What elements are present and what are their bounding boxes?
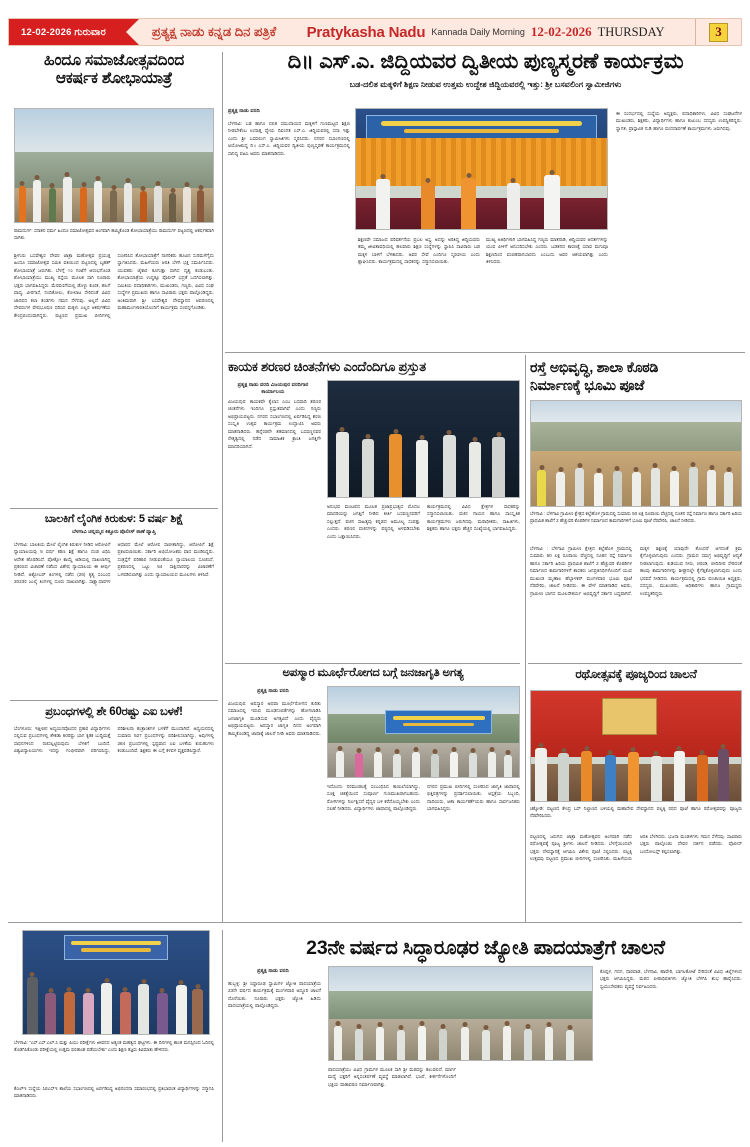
lead-left-body: ಶ್ರೀಗುರು ಬಸವೇಶ್ವರ ದೇವರ ಜಾತ್ರಾ ಮಹೋತ್ಸವ ಪ್ರಯುಕ್ತ ಹಿಂದೂ ಸಮಾಜೋತ್ಸವ ಸಮಿತಿ ವತಿಯಿಂದ ಪಟ್ಟಣದಲ್ಲಿ ಬೃಹತ್ ಶೋಭಾಯಾತ್ರೆ ಜರುಗಿತು. ಬೆಳಗ್ಗೆ ೧೦ ಗಂಟೆಗೆ ಆರಂಭಗೊಂಡ ಶೋಭಾಯಾತ್ರೆಯು ಮುಖ್ಯ ರಸ್ತೆಯ ಮೂಲಕ ಸಾಗಿ ನೂರಾರು ಭಕ್ತರು ಭಾಗವಹಿಸಿದ್ದರು. ಮೆರವಣಿಗೆಯಲ್ಲಿ ಡೊಳ್ಳು ಕುಣಿತ, ಹಲಗೆ ವಾದ್ಯ, ವೀರಗಾಸೆ, ನಂದಿಕೋಲು, ಕೋಲಾಟ ಸೇರಿದಂತೆ ವಿವಿಧ ಜಾನಪದ ಕಲಾ ತಂಡಗಳು ಗಮನ ಸೆಳೆದವು. ಅಲ್ಲದೆ ವಿವಿಧ ದೇವರುಗಳ ವೇಷಭೂಷಣ ಧರಿಸಿದ ಮಕ್ಕಳು ಎಲ್ಲರ ಆಕರ್ಷಣೆಯ ಕೇಂದ್ರಬಿಂದುವಾಗಿದ್ದರು. ಪಟ್ಟಣದ ಪ್ರಮುಖ ಬೀದಿಗಳಲ್ಲಿ ಸಂಚರಿಸಿದ ಶೋಭಾಯಾತ್ರೆಗೆ ನಾಗರಿಕರು ಹೂವಿನ ಸುರಿಮಳೆಗೈದು ಸ್ವಾಗತಿಸಿದರು. ಮಹಿಳೆಯರು ಆರತಿ ಬೆಳಗಿ ಭಕ್ತಿ ಸಮರ್ಪಿಸಿದರು. ಯುವಕರು ಜೈಕಾರ ಕೂಗುತ್ತಾ ಸಾಗಿದ ದೃಶ್ಯ ಕಂಡುಬಂತು. ಶೋಭಾಯಾತ್ರೆಯ ಉದ್ದಕ್ಕೂ ಪೊಲೀಸ್ ಭದ್ರತೆ ಒದಗಿಸಲಾಗಿತ್ತು. ಸಮಿತಿಯ ಪದಾಧಿಕಾರಿಗಳು, ಮುಖಂಡರು, ಗಣ್ಯರು, ವಿವಿಧ ಸಂಘ ಸಂಸ್ಥೆಗಳ ಪ್ರಮುಖರು ಹಾಗೂ ಸಾವಿರಾರು ಭಕ್ತರು ಪಾಲ್ಗೊಂಡಿದ್ದರು. ಅಂತಿಮವಾಗಿ ಶ್ರೀ ಬಸವೇಶ್ವರ ದೇವಸ್ಥಾನದ ಆವರಣದಲ್ಲಿ ಮಹಾಮಂಗಳಾರತಿಯೊಂದಿಗೆ ಕಾರ್ಯಕ್ರಮ ಸಂಪನ್ನಗೊಂಡಿತು. [14, 253, 214, 318]
masthead-date-flag: 12-02-2026 ಗುರುವಾರ [9, 19, 126, 45]
brief-1-headline: ಬಾಲಕಿಗೆ ಲೈಂಗಿಕ ಕಿರುಕುಳ: 5 ವರ್ಷ ಶಿಕ್ಷೆ [44, 513, 184, 525]
lead-center-photo [355, 108, 608, 230]
lead-center-byline: ಪ್ರತ್ಯಕ್ಷ ನಾಡು ವರದಿ [228, 108, 260, 114]
brief-2-rule [10, 700, 218, 701]
kayaka-photo [327, 380, 520, 498]
masthead-brand [276, 19, 695, 45]
section-rule-2 [225, 663, 520, 664]
section-rule-1 [225, 352, 745, 353]
bottom-left-caption-1: ಬೆಳಗಾವಿ: "ಎಸ್.ಎಸ್.ಎಲ್.ಸಿ ಮತ್ತು ಪಿಯು ಪರೀಕ್ಷೆಗಳು ಜೀವನದ ಅತ್ಯಂತ ಮಹತ್ವದ ಘಟ್ಟಗಳು. ಈ ದಿನಗಳಲ್ಲಿ ಶಾಂತ ಮನಸ್ಸಿನಿಂದ ಓದಿನಲ್ಲಿ ತೊಡಗಿಸಿಕೊಂಡು ಪರೀಕ್ಷೆಯಲ್ಲಿ ಉತ್ತಮ ಫಲಿತಾಂಶ ಪಡೆಯಬೇಕು" ಎಂದು ಶಿಕ್ಷಣ ತಜ್ಞರು ಕಿವಿಮಾತು ಹೇಳಿದರು. [14, 1040, 214, 1052]
health-col2: ಇದೊಂದು ನರಮಂಡಲಕ್ಕೆ ಸಂಬಂಧಿಸಿದ ಕಾಯಿಲೆಯಾಗಿದ್ದು, ಸೂಕ್ತ ಚಿಕಿತ್ಸೆಯಿಂದ ಸಂಪೂರ್ಣ ಗುಣಮುಖರಾಗಬಹುದು. ರೋಗಿಗಳನ್ನು ನಿರ್ಲಕ್ಷಿಸದೆ ವೈದ್ಯರ ಬಳಿ ಕರೆದೊಯ್ಯಬೇಕು ಎಂದು ಸಲಹೆ ನೀಡಿದರು. ವಿದ್ಯಾರ್ಥಿಗಳು ಜಾಥಾದಲ್ಲಿ ಪಾಲ್ಗೊಂಡಿದ್ದರು. [327, 784, 420, 812]
health-headline: ಅಪಸ್ಮಾರ ಮೂರ್ಛೆರೋಗದ ಬಗ್ಗೆ ಜನಜಾಗೃತಿ ಅಗತ್ಯ [282, 667, 464, 679]
lead-center-col3: ಮುಖ್ಯ ಅತಿಥಿಗಳಾಗಿ ಭಾಗವಹಿಸಿದ್ದ ಗಣ್ಯರು ಮಾತನಾಡಿ, ಜಿದ್ದಿಯವರ ಆದರ್ಶಗಳನ್ನು ಯುವ ಪೀಳಿಗೆ ಅನುಸರಿಸಬೇಕು ಎಂದರು. ಬಡತನದ ಕಾರಣಕ್ಕೆ ಯಾವ ಮಗುವೂ ಶಿಕ್ಷಣದಿಂದ ವಂಚಿತವಾಗಬಾರದು ಎಂಬುದು ಅವರ ಆಶಯವಾಗಿತ್ತು ಎಂದು ತಿಳಿಸಿದರು. [486, 237, 608, 265]
page-number: 3 [709, 23, 728, 42]
section-rule-3 [528, 663, 742, 664]
road-headline-line1: ರಸ್ತೆ ಅಭಿವೃದ್ಧಿ, ಶಾಲಾ ಕೊಠಡಿ [530, 359, 659, 375]
lead-center-col1: ಬೆಳಗಾವಿ: ಬಡ ಹಾಗೂ ದಲಿತ ಸಮುದಾಯದ ಮಕ್ಕಳಿಗೆ ಗುಣಮಟ್ಟದ ಶಿಕ್ಷಣ ನೀಡಬೇಕೆಂಬ ಉದಾತ್ತ ಧ್ಯೇಯ ದಿವಂಗತ ಎಸ್.ಎ. ಜಿದ್ದಿಯವರಲ್ಲಿ ಸದಾ ಇತ್ತು ಎಂದು ಶ್ರೀ ಬಸವಲಿಂಗ ಸ್ವಾಮೀಜಿಗಳು ಸ್ಮರಿಸಿದರು. ನಗರದ ಸಭಾಂಗಣದಲ್ಲಿ ಆಯೋಜಿಸಿದ್ದ ದಿ॥ ಎಸ್.ಎ. ಜಿದ್ದಿಯವರ ದ್ವಿತೀಯ ಪುಣ್ಯಸ್ಮರಣೆ ಕಾರ್ಯಕ್ರಮದಲ್ಲಿ ಸಾನಿಧ್ಯ ವಹಿಸಿ ಅವರು ಮಾತನಾಡಿದರು. [228, 121, 350, 156]
photo-rally-figures [328, 737, 519, 777]
road-headline-line2: ನಿರ್ಮಾಣಕ್ಕೆ ಭೂಮಿ ಪೂಜೆ [530, 377, 645, 393]
column-divider-bottom [222, 930, 223, 1142]
ratha-headline: ರಥೋತ್ಸವಕ್ಕೆ ಪೂಜ್ಯರಿಂದ ಚಾಲನೆ [575, 667, 697, 681]
health-col1: ವಿಜಯಪುರ: ಅಪಸ್ಮಾರ ಅಥವಾ ಮೂರ್ಛೆರೋಗದ ಕುರಿತು ಸಮಾಜದಲ್ಲಿ ಇರುವ ಮೂಢನಂಬಿಕೆಗಳನ್ನು ಹೋಗಲಾಡಿಸಿ ಜನಜಾಗೃತಿ ಮೂಡಿಸುವ ಅಗತ್ಯವಿದೆ ಎಂದು ವೈದ್ಯರು ಅಭಿಪ್ರಾಯಪಟ್ಟರು. ಅಪಸ್ಮಾರ ಜಾಗೃತಿ ದಿನದ ಅಂಗವಾಗಿ ಹಮ್ಮಿಕೊಂಡಿದ್ದ ಜಾಥಾಕ್ಕೆ ಚಾಲನೆ ನೀಡಿ ಅವರು ಮಾತನಾಡಿದರು. [228, 701, 321, 736]
palanquin-shape [602, 698, 657, 735]
road-caption: ಬೆಳಗಾವಿ : ಬೆಳಗಾವಿ ಗ್ರಾಮೀಣ ಕ್ಷೇತ್ರದ ಕಲ್ಲೆಹೊಳ ಗ್ರಾಮದಲ್ಲಿ ಸುಮಾರು 50 ಲಕ್ಷ ರೂಪಾಯಿ ವೆಚ್ಚದಲ್ಲಿ ನೂತನ ರಸ್ತೆ ನಿರ್ಮಾಣ ಹಾಗೂ ಸರ್ಕಾರಿ ಹಿರಿಯ ಪ್ರಾಥಮಿಕ ಶಾಲೆಗೆ 2 ಹೆಚ್ಚುವರಿ ಕೊಠಡಿಗಳ ನಿರ್ಮಾಣದ ಕಾಮಗಾರಿಗಳಿಗೆ ಭೂಮಿ ಪೂಜೆ ನೆರವೇರಿಸಿ, ಚಾಲನೆ ನೀಡಿದರು. [530, 511, 742, 523]
lead-left-headline-line1: ಹಿಂದೂ ಸಮಾಜೋತ್ಸವದಿಂದ [43, 52, 185, 69]
lead-center-col4: ಈ ಸಂದರ್ಭದಲ್ಲಿ ಸಂಸ್ಥೆಯ ಅಧ್ಯಕ್ಷರು, ಪದಾಧಿಕಾರಿಗಳು, ವಿವಿಧ ಸಂಘಟನೆಗಳ ಮುಖಂಡರು, ಶಿಕ್ಷಕರು, ವಿದ್ಯಾರ್ಥಿಗಳು ಹಾಗೂ ಕುಟುಂಬ ಸದಸ್ಯರು ಉಪಸ್ಥಿತರಿದ್ದರು. ಸ್ವಾಗತ, ಪ್ರಾಸ್ತಾವಿಕ ನುಡಿ ಹಾಗೂ ವಂದನಾರ್ಪಣೆ ಕಾರ್ಯಕ್ರಮಗಳು ಜರುಗಿದವು. [616, 111, 742, 131]
ratha-caption: ಚಿಕ್ಕೋಡಿ: ಪಟ್ಟಣದ ಕೇಂದ್ರ ಬಸ್ ನಿಲ್ದಾಣದ ಬಳಿಯಲ್ಲಿ ಮಹಾದೇವ ದೇವಸ್ಥಾನದ ಪಲ್ಲಕ್ಕಿ ರಥದ ಪೂಜೆ ಹಾಗೂ ರಥೋತ್ಸವವನ್ನು ಪೂಜ್ಯರು ನೆರವೇರಿಸಿದರು. [530, 806, 742, 818]
brand-day: THURSDAY [597, 24, 665, 39]
brief-1-rule [10, 508, 218, 509]
bottom-lead-col3: ಕೊಪ್ಪಳ, ಗದಗ, ಧಾರವಾಡ, ಬೆಳಗಾವಿ, ಹಾವೇರಿ, ಬಾಗಲಕೋಟೆ ಸೇರಿದಂತೆ ವಿವಿಧ ಜಿಲ್ಲೆಗಳಿಂದ ಭಕ್ತರು ಆಗಮಿಸಿದ್ದರು. ಮಠದ ಪೀಠಾಧಿಪತಿಗಳು ಜ್ಯೋತಿ ಬೆಳಗಿಸಿ ಶುಭ ಹಾರೈಸಿದರು. ಸ್ವಯಂಸೇವಕರು ವ್ಯವಸ್ಥೆ ನಿರ್ವಹಿಸಿದರು. [600, 969, 742, 989]
masthead-kannada-title: ಪ್ರತ್ಯಕ್ಷ ನಾಡು ಕನ್ನಡ ದಿನ ಪತ್ರಿಕೆ [151, 24, 277, 39]
lead-left-headline-line2: ಆಕರ್ಷಕ ಶೋಭಾಯಾತ್ರೆ [55, 70, 173, 88]
photo-crowd [15, 152, 213, 222]
kayaka-col2: ಅನುಭವ ಮಂಟಪದ ಮೂಲಕ ಪ್ರಜಾಪ್ರಭುತ್ವದ ಮೊದಲ ಮಾದರಿಯನ್ನು ಜಗತ್ತಿಗೆ ನೀಡಿದ ಕೀರ್ತಿ ಬಸವಣ್ಣನವರಿಗೆ ಸಲ್ಲುತ್ತದೆ. ವಚನ ಸಾಹಿತ್ಯವು ಕನ್ನಡದ ಅಮೂಲ್ಯ ಸಂಪತ್ತು ಎಂದರು. ಶರಣರ ವಚನಗಳನ್ನು ಪಠ್ಯದಲ್ಲಿ ಅಳವಡಿಸಬೇಕು ಎಂದು ಒತ್ತಾಯಿಸಿದರು. [327, 504, 420, 539]
health-byline: ಪ್ರತ್ಯಕ್ಷ ನಾಡು ವರದಿ [257, 688, 289, 694]
ratha-photo [530, 690, 742, 802]
column-divider-left [222, 52, 223, 922]
bottom-left-caption-2: ಕೆಎಲ್‌ಇ ಸಂಸ್ಥೆಯ ಸಿಬಿಎಸ್‌ಇ ಶಾಲೆಯ ಸಭಾಂಗಣದಲ್ಲಿ ಏರ್ಪಡಿಸಿದ್ದ ಅಭಿನಂದನಾ ಸಮಾರಂಭದಲ್ಲಿ ಪ್ರತಿಭಾವಂತ ವಿದ್ಯಾರ್ಥಿಗಳನ್ನು ಸನ್ಮಾನಿಸಿ ಮಾತನಾಡಿದರು. [14, 1086, 214, 1098]
lead-center-col2: ಶಿಕ್ಷಣವೇ ಸಮಾಜದ ಪರಿವರ್ತನೆಯ ಪ್ರಬಲ ಅಸ್ತ್ರ. ಅದನ್ನು ಅರಿತಿದ್ದ ಜಿದ್ದಿಯವರು ತಮ್ಮ ಜೀವಿತಾವಧಿಯಲ್ಲಿ ಹಲವಾರು ಶಿಕ್ಷಣ ಸಂಸ್ಥೆಗಳನ್ನು ಸ್ಥಾಪಿಸಿ ಸಾವಿರಾರು ಬಡ ಮಕ್ಕಳ ಬಾಳಿಗೆ ಬೆಳಕಾದರು. ಅವರ ಸೇವೆ ಎಂದಿಗೂ ಸ್ಮರಣೀಯ ಎಂದು ಶ್ಲಾಘಿಸಿದರು. ಕಾರ್ಯಕ್ರಮದಲ್ಲಿ ಸಾಧಕರನ್ನು ಸನ್ಮಾನಿಸಲಾಯಿತು. [358, 237, 480, 265]
photo-dais-figures [356, 159, 607, 229]
brief-2-body: ಬೆಂಗಳೂರು: ಇತ್ತೀಚಿನ ಅಧ್ಯಯನವೊಂದರ ಪ್ರಕಾರ ವಿದ್ಯಾರ್ಥಿಗಳು ಸಲ್ಲಿಸುವ ಪ್ರಬಂಧಗಳಲ್ಲಿ ಶೇಕಡಾ 60ರಷ್ಟು ಭಾಗ ಕೃತಕ ಬುದ್ಧಿಮತ್ತೆ ಸಾಧನಗಳಿಂದ ರಚಿಸಲ್ಪಟ್ಟಿರುವುದು ಬೆಳಕಿಗೆ ಬಂದಿದೆ. ವಿಶ್ವವಿದ್ಯಾಲಯಗಳು ಇದನ್ನು ಗಂಭೀರವಾಗಿ ಪರಿಗಣಿಸಿದ್ದು, ಪರಿಶೀಲನಾ ತಂತ್ರಾಂಶಗಳ ಬಳಕೆಗೆ ಮುಂದಾಗಿವೆ. ಅಧ್ಯಯನದಲ್ಲಿ ಸುಮಾರು 527 ಪ್ರಬಂಧಗಳನ್ನು ಪರಿಶೀಲಿಸಲಾಗಿದ್ದು, ಅವುಗಳಲ್ಲಿ 284 ಪ್ರಬಂಧಗಳಲ್ಲಿ ಸ್ಪಷ್ಟವಾದ ಎಐ ಬಳಕೆಯ ಕುರುಹುಗಳು ಕಂಡುಬಂದಿವೆ. ಶಿಕ್ಷಕರು ಈ ಬಗ್ಗೆ ಕಳವಳ ವ್ಯಕ್ತಪಡಿಸಿದ್ದಾರೆ. [14, 726, 214, 754]
brand-name: Pratykasha Nadu [306, 23, 426, 41]
kayaka-byline: ಪ್ರತ್ಯಕ್ಷ ನಾಡು ವರದಿ ವಿಜಯಪುರ ವರದಿಗಾರ ಕಾರ್ಯಾಲಯ [237, 382, 309, 395]
brand-date: 12-02-2026 [530, 24, 592, 39]
lead-left-story [10, 52, 218, 88]
bottom-lead-headline: 23ನೇ ವರ್ಷದ ಸಿದ್ಧಾರೂಢರ ಜ್ಯೋತಿ ಪಾದಯಾತ್ರೆಗೆ ಚಾಲನೆ [306, 937, 665, 959]
page-number-cell [695, 19, 741, 45]
column-divider-right [525, 355, 526, 922]
section-rule-bottom [8, 922, 742, 923]
brand-subtitle: Kannada Daily Morning [431, 27, 525, 37]
ratha-body: ಪಟ್ಟಣದಲ್ಲಿ ಜರುಗಿದ ಜಾತ್ರಾ ಮಹೋತ್ಸವದ ಅಂಗವಾಗಿ ನಡೆದ ರಥೋತ್ಸವಕ್ಕೆ ಪೂಜ್ಯ ಶ್ರೀಗಳು ಚಾಲನೆ ನೀಡಿದರು. ಬೆಳಗ್ಗೆಯಿಂದಲೇ ಭಕ್ತರು ದೇವಸ್ಥಾನಕ್ಕೆ ಆಗಮಿಸಿ ವಿಶೇಷ ಪೂಜೆ ಸಲ್ಲಿಸಿದರು. ಪಲ್ಲಕ್ಕಿ ಉತ್ಸವವು ಪಟ್ಟಣದ ಪ್ರಮುಖ ಬೀದಿಗಳಲ್ಲಿ ಸಂಚರಿಸಿತು. ಮಹಿಳೆಯರು ಆರತಿ ಬೆಳಗಿದರು. ಭಜನಾ ಮಂಡಳಿಗಳು ಗಮನ ಸೆಳೆದವು. ಸಾವಿರಾರು ಭಕ್ತರು ಪಾಲ್ಗೊಂಡು ದೇವರ ದರ್ಶನ ಪಡೆದರು. ಪೊಲೀಸ್ ಬಂದೋಬಸ್ತ್ ಕಲ್ಪಿಸಲಾಗಿತ್ತು. [530, 834, 742, 862]
masthead [8, 18, 742, 46]
brief-1-body: ಬೆಳಗಾವಿ: ಬಾಲಕಿಯ ಮೇಲೆ ಲೈಂಗಿಕ ಕಿರುಕುಳ ನೀಡಿದ ಆರೋಪಿಗೆ ನ್ಯಾಯಾಲಯವು 5 ವರ್ಷ ಕಠಿಣ ಶಿಕ್ಷೆ ಹಾಗೂ ದಂಡ ವಿಧಿಸಿ ಆದೇಶ ಹೊರಡಿಸಿದೆ. ಪೋಕ್ಸೋ ಕಾಯ್ದೆ ಅಡಿಯಲ್ಲಿ ದಾಖಲಾಗಿದ್ದ ಪ್ರಕರಣದ ವಿಚಾರಣೆ ನಡೆಸಿದ ವಿಶೇಷ ನ್ಯಾಯಾಲಯ ಈ ತೀರ್ಪು ನೀಡಿದೆ. ಅಕ್ಟೋಬರ್ ತಿಂಗಳಲ್ಲಿ ನಡೆದ (26) ಕೃತ್ಯ ಸಂಬಂಧ 2023ರ ಜುಲೈ ತಿಂಗಳಲ್ಲಿ ದೂರು ದಾಖಲಾಗಿತ್ತು. ಸಾಕ್ಷ್ಯಾಧಾರಗಳ ಆಧಾರದ ಮೇಲೆ ಆರೋಪ ಸಾಬೀತಾಗಿದ್ದು, ಆರೋಪಿಗೆ ಶಿಕ್ಷೆ ಪ್ರಕಟಿಸಲಾಯಿತು. ಸರ್ಕಾರಿ ಅಭಿಯೋಜಕರು ವಾದ ಮಂಡಿಸಿದ್ದರು. ಸಂತ್ರಸ್ತೆಗೆ ಪರಿಹಾರ ನೀಡುವಂತೆಯೂ ನ್ಯಾಯಾಲಯ ಸೂಚಿಸಿದೆ. ಪ್ರಕರಣದಲ್ಲಿ ಒಟ್ಟು 54 ಸಾಕ್ಷಿದಾರರನ್ನು ವಿಚಾರಣೆಗೆ ಒಳಪಡಿಸಲಾಗಿತ್ತು ಎಂದು ನ್ಯಾಯಾಲಯದ ಮೂಲಗಳು ತಿಳಿಸಿವೆ. [14, 542, 214, 585]
lead-left-photo [14, 108, 214, 223]
photo-stage-figures [328, 416, 519, 497]
photo-groundbreaking-figures [531, 447, 741, 506]
road-photo [530, 400, 742, 507]
kayaka-headline: ಕಾಯಕ ಶರಣರ ಚಿಂತನೆಗಳು ಎಂದೆಂದಿಗೂ ಪ್ರಸ್ತುತ [228, 359, 426, 374]
health-photo [327, 686, 520, 778]
photo-padayatre-figures [329, 1012, 592, 1060]
bottom-lead-col1: ಹುಬ್ಬಳ್ಳಿ: ಶ್ರೀ ಸಿದ್ಧಾರೂಢ ಸ್ವಾಮಿಗಳ ಜ್ಯೋತಿ ಪಾದಯಾತ್ರೆಯ 23ನೇ ವರ್ಷದ ಕಾರ್ಯಕ್ರಮಕ್ಕೆ ಮಂಗಳವಾರ ಅದ್ದೂರಿ ಚಾಲನೆ ದೊರೆಯಿತು. ನೂರಾರು ಭಕ್ತರು ಜ್ಯೋತಿ ಹಿಡಿದು ಪಾದಯಾತ್ರೆಯಲ್ಲಿ ಪಾಲ್ಗೊಂಡಿದ್ದರು. [228, 981, 321, 1009]
bottom-lead-photo [328, 966, 593, 1061]
photo-devotees-figures [531, 733, 741, 801]
kayaka-col1: ವಿಜಯಪುರ: ಕಾಯಕವೇ ಕೈಲಾಸ ಎಂಬ ಬಸವಾದಿ ಶರಣರ ಚಿಂತನೆಗಳು ಇಂದಿಗೂ ಪ್ರಸ್ತುತವಾಗಿವೆ ಎಂದು ಗಣ್ಯರು ಅಭಿಪ್ರಾಯಪಟ್ಟರು. ನಗರದ ಸಭಾಂಗಣದಲ್ಲಿ ಏರ್ಪಡಿಸಿದ್ದ ಶರಣ ಸಂಸ್ಕೃತಿ ಉತ್ಸವ ಕಾರ್ಯಕ್ರಮ ಉದ್ಘಾಟಿಸಿ ಅವರು ಮಾತನಾಡಿದರು. ಹನ್ನೆರಡನೇ ಶತಮಾನದಲ್ಲಿ ಬಸವಣ್ಣನವರ ನೇತೃತ್ವದಲ್ಲಿ ನಡೆದ ಸಾಮಾಜಿಕ ಕ್ರಾಂತಿ ಜಗತ್ತಿಗೇ ಮಾದರಿಯಾಗಿದೆ. [228, 399, 321, 449]
kayaka-col3: ಕಾರ್ಯಕ್ರಮದಲ್ಲಿ ವಿವಿಧ ಕ್ಷೇತ್ರಗಳ ಸಾಧಕರನ್ನು ಸನ್ಮಾನಿಸಲಾಯಿತು. ವಚನ ಗಾಯನ ಹಾಗೂ ಸಾಂಸ್ಕೃತಿಕ ಕಾರ್ಯಕ್ರಮಗಳು ಜರುಗಿದವು. ಮಠಾಧೀಶರು, ಸಾಹಿತಿಗಳು, ಶಿಕ್ಷಕರು ಹಾಗೂ ಭಕ್ತರು ಹೆಚ್ಚಿನ ಸಂಖ್ಯೆಯಲ್ಲಿ ಭಾಗವಹಿಸಿದ್ದರು. [427, 504, 520, 532]
bottom-lead-col2: ಪಾದಯಾತ್ರೆಯು ವಿವಿಧ ಗ್ರಾಮಗಳ ಮೂಲಕ ಸಾಗಿ ಶ್ರೀ ಮಠವನ್ನು ತಲುಪಲಿದೆ. ಮಾರ್ಗ ಮಧ್ಯೆ ಭಕ್ತರಿಗೆ ಅನ್ನಸಂತರ್ಪಣೆ ವ್ಯವಸ್ಥೆ ಮಾಡಲಾಗಿದೆ. ಭಜನೆ, ಕೀರ್ತನೆಗಳೊಂದಿಗೆ ಭಕ್ತಿಯ ವಾತಾವರಣ ನಿರ್ಮಾಣವಾಗಿತ್ತು. [328, 1067, 456, 1087]
lead-center-headline: ದಿ॥ ಎಸ್.ಎ. ಜಿದ್ದಿಯವರ ದ್ವಿತೀಯ ಪುಣ್ಯಸ್ಮರಣೆ ಕಾರ್ಯಕ್ರಮ [287, 50, 684, 73]
bottom-lead-byline: ಪ್ರತ್ಯಕ್ಷ ನಾಡು ವರದಿ [257, 968, 289, 974]
bottom-left-photo [22, 930, 210, 1035]
health-col3: ನಗರದ ಪ್ರಮುಖ ಬೀದಿಗಳಲ್ಲಿ ಸಂಚರಿಸಿದ ಜಾಗೃತಿ ಜಾಥಾದಲ್ಲಿ ಭಿತ್ತಿಪತ್ರಗಳನ್ನು ಪ್ರದರ್ಶಿಸಲಾಯಿತು. ಆಸ್ಪತ್ರೆಯ ಸಿಬ್ಬಂದಿ, ದಾದಿಯರು, ಆಶಾ ಕಾರ್ಯಕರ್ತೆಯರು ಹಾಗೂ ಸಾರ್ವಜನಿಕರು ಭಾಗವಹಿಸಿದ್ದರು. [427, 784, 520, 812]
lead-left-caption: ರಾಮದುರ್ಗ: ಸನಾತನ ಧರ್ಮ ಹಿಂದೂ ಸಮಾಜೋತ್ಸವದ ಅಂಗವಾಗಿ ಹಮ್ಮಿಕೊಂಡ ಶೋಭಾಯಾತ್ರೆಯು ರಾಮದುರ್ಗ ಪಟ್ಟಣದಲ್ಲಿ ಆಕರ್ಷಕವಾಗಿ ಸಾಗಿತು. [14, 228, 214, 240]
lead-center-deck: ಬಡ-ದಲಿತ ಮಕ್ಕಳಿಗೆ ಶಿಕ್ಷಣ ನೀಡುವ ಉತ್ತಮ ಉದ್ದೇಶ ಜಿದ್ದಿಯವರಲ್ಲಿ ಇತ್ತು: ಶ್ರೀ ಬಸವಲಿಂಗ ಸ್ವಾಮೀಜಿಗಳು [349, 80, 622, 89]
road-body: ಬೆಳಗಾವಿ : ಬೆಳಗಾವಿ ಗ್ರಾಮೀಣ ಕ್ಷೇತ್ರದ ಕಲ್ಲೆಹೊಳ ಗ್ರಾಮದಲ್ಲಿ ಸುಮಾರು 50 ಲಕ್ಷ ರೂಪಾಯಿ ವೆಚ್ಚದಲ್ಲಿ ನೂತನ ರಸ್ತೆ ನಿರ್ಮಾಣ ಹಾಗೂ ಸರ್ಕಾರಿ ಹಿರಿಯ ಪ್ರಾಥಮಿಕ ಶಾಲೆಗೆ 2 ಹೆಚ್ಚುವರಿ ಕೊಠಡಿಗಳ ನಿರ್ಮಾಣದ ಕಾಮಗಾರಿಗಳಿಗೆ ಶಾಸಕರು ಜನಪ್ರತಿನಿಧಿಗಳೊಂದಿಗೆ ಯುವ ಮುಖಂಡ ಮೃಣಾಲ ಹೆಬ್ಬಾಳಕರ್ ಮಂಗಳವಾರ ಭೂಮಿ ಪೂಜೆ ನೆರವೇರಿಸಿ, ಚಾಲನೆ ನೀಡಿದರು. ಈ ವೇಳೆ ಮಾತನಾಡಿದ ಅವರು, ಗ್ರಾಮೀಣ ಭಾಗದ ಮೂಲಸೌಕರ್ಯ ಅಭಿವೃದ್ಧಿಗೆ ಸರ್ಕಾರ ಬದ್ಧವಾಗಿದೆ. ಮಕ್ಕಳ ಶಿಕ್ಷಣಕ್ಕೆ ಯಾವುದೇ ತೊಂದರೆ ಆಗದಂತೆ ಕ್ರಮ ಕೈಗೊಳ್ಳಲಾಗುವುದು ಎಂದರು. ಗ್ರಾಮದ ಸಮಗ್ರ ಅಭಿವೃದ್ಧಿಗೆ ಆದ್ಯತೆ ನೀಡಲಾಗುವುದು. ಕುಡಿಯುವ ನೀರು, ಚರಂಡಿ, ಬೀದಿದೀಪ ಸೇರಿದಂತೆ ಹಲವು ಕಾಮಗಾರಿಗಳನ್ನು ಶೀಘ್ರದಲ್ಲೇ ಕೈಗೆತ್ತಿಕೊಳ್ಳಲಾಗುವುದು ಎಂದು ಭರವಸೆ ನೀಡಿದರು. ಕಾರ್ಯಕ್ರಮದಲ್ಲಿ ಗ್ರಾಮ ಪಂಚಾಯಿತಿ ಅಧ್ಯಕ್ಷರು, ಸದಸ್ಯರು, ಮುಖಂಡರು, ಅಧಿಕಾರಿಗಳು ಹಾಗೂ ಗ್ರಾಮಸ್ಥರು ಉಪಸ್ಥಿತರಿದ್ದರು. [530, 546, 742, 596]
brief-1-byline: ಬೆಳಗಾವಿ ಚನ್ನಮ್ಮನ ಕಿತ್ತೂರು ಪೊಲೀಸ್ ಠಾಣೆ ವ್ಯಾಪ್ತಿ [72, 529, 156, 535]
brief-2-headline: ಪ್ರಬಂಧಗಳಲ್ಲಿ ಶೇ 60ರಷ್ಟು ಎಐ ಬಳಕೆ! [45, 706, 183, 718]
photo-group-figures [23, 968, 209, 1034]
